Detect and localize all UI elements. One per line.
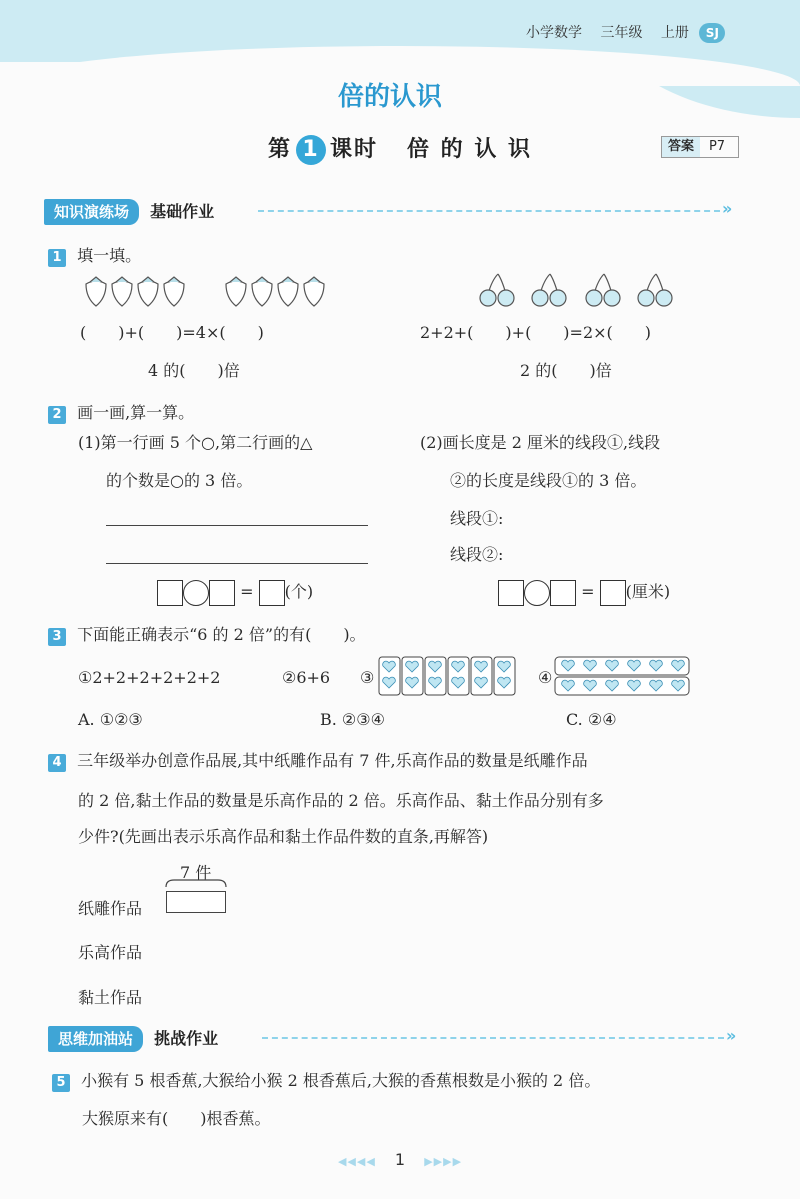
- drawing-line-row1[interactable]: [106, 525, 368, 526]
- cherry-icon: [586, 274, 620, 306]
- cherry-icon: [532, 274, 566, 306]
- question-text: 下面能正确表示“6 的 2 倍”的有( )。: [77, 625, 366, 644]
- question-3-title: [48, 622, 366, 646]
- question-number: 1: [48, 249, 66, 267]
- unit-label: (厘米): [625, 582, 671, 601]
- lesson-prefix: 第: [268, 137, 293, 162]
- bar-brace: [164, 878, 228, 888]
- answer-page: P7: [708, 139, 726, 154]
- section-header-basic: [44, 199, 214, 222]
- strawberry-icon: [304, 277, 324, 306]
- q3-option-2: ②6+6: [282, 668, 331, 687]
- double-chevron-icon: »: [722, 199, 733, 218]
- question-5-line2[interactable]: 大猴原来有( )根香蕉。: [82, 1109, 271, 1128]
- strawberry-icon: [164, 277, 184, 306]
- question-4-line3: 少件?(先画出表示乐高作品和黏土作品件数的直条,再解答): [78, 827, 489, 846]
- q1-left-answer[interactable]: 4 的( )倍: [148, 361, 240, 380]
- answer-box[interactable]: [209, 580, 235, 606]
- operator-circle[interactable]: [524, 580, 550, 606]
- page-number: 1: [394, 1150, 406, 1169]
- lesson-number: 1: [296, 135, 326, 165]
- row-clay: 黏土作品: [78, 988, 143, 1007]
- question-1-title: [48, 243, 141, 267]
- strawberry-group-icon: [84, 276, 334, 310]
- question-4-title: [48, 748, 588, 772]
- strawberry-icon: [86, 277, 106, 306]
- strawberry-icon: [138, 277, 158, 306]
- q1-right-answer[interactable]: 2 的( )倍: [520, 361, 612, 380]
- section-divider: [258, 210, 720, 212]
- question-2-title: [48, 400, 194, 424]
- q1-right-equation[interactable]: 2+2+( )+( )=2×( ): [420, 323, 652, 342]
- operator-circle[interactable]: [183, 580, 209, 606]
- section-header-challenge: [48, 1026, 218, 1049]
- answer-label: 答案: [662, 137, 700, 157]
- question-text: 填一填。: [77, 246, 142, 265]
- grade-label: 三年级: [600, 25, 643, 41]
- hearts-3x2-figure: [378, 656, 520, 696]
- question-4-line2: 的 2 倍,黏土作品的数量是乐高作品的 2 倍。乐高作品、黏土作品分别有多: [78, 791, 604, 810]
- section-tag: 思维加油站: [48, 1026, 143, 1052]
- question-text: 小猴有 5 根香蕉,大猴给小猴 2 根香蕉后,大猴的香蕉根数是小猴的 2 倍。: [81, 1071, 601, 1090]
- cherry-group-icon: [478, 272, 678, 308]
- question-text: 三年级举办创意作品展,其中纸雕作品有 7 件,乐高作品的数量是纸雕作品: [77, 751, 588, 770]
- row-paper-carving: 纸雕作品: [78, 899, 143, 918]
- q2-part2-line1: (2)画长度是 2 厘米的线段①,线段: [420, 433, 661, 452]
- double-chevron-icon: »: [726, 1026, 737, 1045]
- section-divider: [262, 1037, 724, 1039]
- drawing-line-row2[interactable]: [106, 563, 368, 564]
- strawberry-icon: [226, 277, 246, 306]
- cherry-icon: [638, 274, 672, 306]
- question-number: 4: [48, 754, 66, 772]
- answer-box[interactable]: [550, 580, 576, 606]
- publisher-badge: SJ: [699, 23, 725, 43]
- answer-reference[interactable]: [661, 136, 739, 158]
- lesson-name: 倍 的 认 识: [407, 137, 532, 162]
- q2-part1-formula: = (个): [157, 579, 313, 606]
- q3-choice-a[interactable]: A. ①②③: [78, 710, 143, 729]
- q3-choice-b[interactable]: B. ②③④: [320, 710, 385, 729]
- section-tag: 知识演练场: [44, 199, 139, 225]
- lesson-suffix: 课时: [330, 137, 379, 162]
- answer-box[interactable]: [157, 580, 183, 606]
- unit-label: (个): [284, 582, 314, 601]
- page-footer: [0, 1150, 800, 1169]
- paper-carving-bar: [166, 891, 226, 913]
- strawberry-icon: [278, 277, 298, 306]
- row-lego: 乐高作品: [78, 943, 143, 962]
- section-subtitle: 挑战作业: [154, 1029, 219, 1048]
- q1-left-equation[interactable]: ( )+( )=4×( ): [80, 323, 264, 342]
- answer-box[interactable]: [498, 580, 524, 606]
- q2-part2-line2: ②的长度是线段①的 3 倍。: [450, 471, 647, 490]
- hearts-2x6-figure: [554, 656, 690, 696]
- q3-option-1: ①2+2+2+2+2+2: [78, 668, 221, 687]
- book-header: [526, 22, 739, 43]
- answer-box[interactable]: [259, 580, 285, 606]
- q2-part1-line1: (1)第一行画 5 个○,第二行画的△: [78, 433, 313, 452]
- q2-part2-formula: = (厘米): [498, 579, 670, 606]
- strawberry-icon: [112, 277, 132, 306]
- subject-label: 小学数学: [526, 25, 582, 41]
- left-arrows-icon: ◀◀◀◀: [337, 1155, 376, 1168]
- strawberry-icon: [252, 277, 272, 306]
- segment-2-label: 线段②:: [450, 545, 504, 564]
- question-number: 5: [52, 1074, 70, 1092]
- cherry-icon: [480, 274, 514, 306]
- question-5-title: [52, 1068, 600, 1092]
- q3-choice-c[interactable]: C. ②④: [566, 710, 617, 729]
- segment-1-label: 线段①:: [450, 509, 504, 528]
- question-text: 画一画,算一算。: [77, 403, 195, 422]
- question-number: 3: [48, 628, 66, 646]
- chapter-title: 倍的认识: [337, 82, 442, 112]
- right-arrows-icon: ▶▶▶▶: [424, 1155, 463, 1168]
- section-subtitle: 基础作业: [150, 202, 215, 221]
- q3-option-4-label: ④: [538, 668, 553, 687]
- question-number: 2: [48, 406, 66, 424]
- volume-label: 上册: [660, 25, 689, 41]
- answer-box[interactable]: [600, 580, 626, 606]
- bar-value-label: 7 件: [180, 863, 212, 882]
- q2-part1-line2: 的个数是○的 3 倍。: [106, 471, 253, 490]
- q3-option-3-label: ③: [360, 668, 375, 687]
